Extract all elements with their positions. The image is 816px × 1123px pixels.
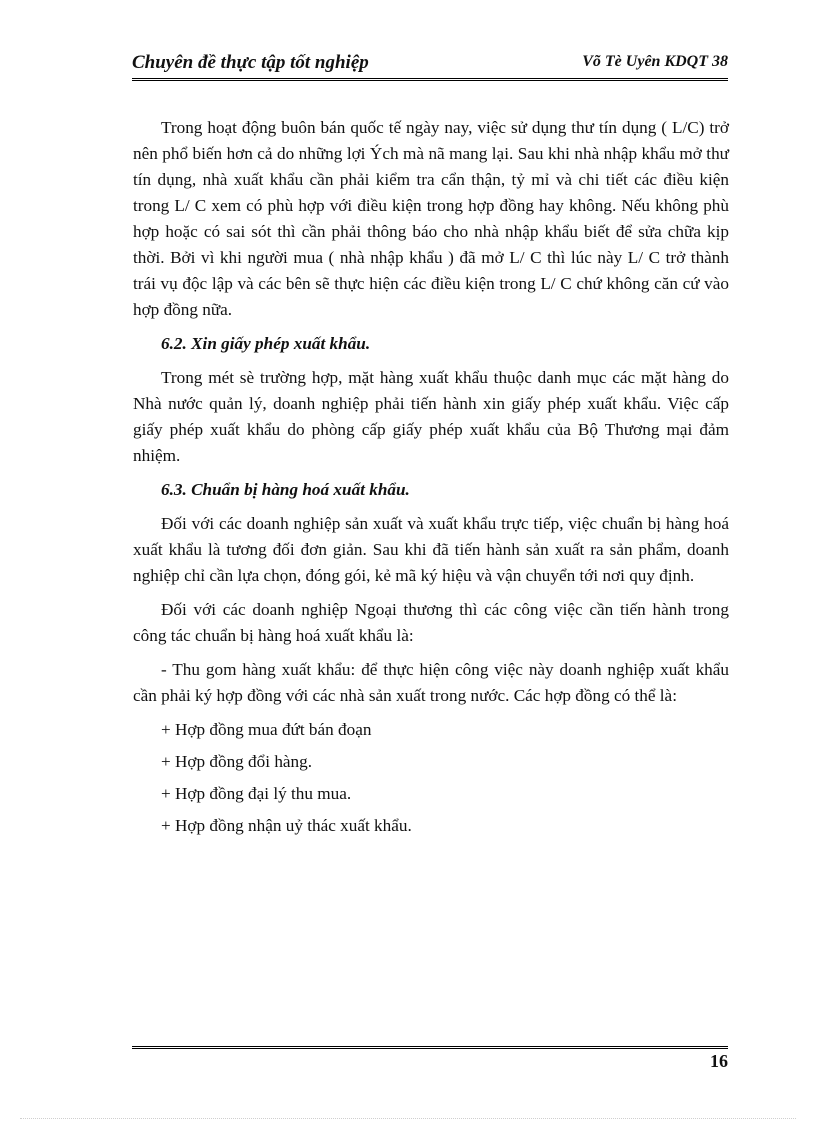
author-info: Võ Tè Uyên KDQT 38 — [582, 53, 728, 70]
list-item: + Hợp đồng đổi hàng. — [161, 752, 313, 771]
page-edge-divider — [20, 1118, 796, 1119]
section-heading-6-2: 6.2. Xin giấy phép xuất khẩu. — [161, 334, 371, 353]
section-heading-6-3: 6.3. Chuẩn bị hàng hoá xuất khẩu. — [161, 480, 410, 499]
section-6-3-paragraph-2: Đối với các doanh nghiệp Ngoại thương thì các công việc cần tiến hành trong công tác chuẩn bị hàng hoá xuất khẩu là: — [133, 600, 729, 645]
page-number: 16 — [710, 1051, 728, 1071]
section-6-3-paragraph-3: - Thu gom hàng xuất khẩu: để thực hiện công việc này doanh nghiệp xuất khẩu cần phải ký hợp đồng với các nhà sản xuất trong nước. Các hợp đồng có thể là: — [133, 660, 729, 705]
list-item: + Hợp đồng nhận uỷ thác xuất khẩu. — [161, 816, 412, 835]
footer-divider — [132, 1046, 728, 1049]
list-item: + Hợp đồng mua đứt bán đoạn — [161, 720, 372, 739]
intro-paragraph: Trong hoạt động buôn bán quốc tế ngày nay, việc sử dụng thư tín dụng ( L/C) trở nên phổ biến hơn cả do những lợi Ých mà nã mang lại. Sau khi nhà nhập khẩu mở thư tín dụng, nhà xuất khẩu cần phải kiểm tra cẩn thận, tỷ mỉ và chi tiết các điều kiện trong L/ C xem có phù hợp với điều kiện trong hợp đồng hay không. Nếu không phù hợp hoặc có sai sót thì cần phải thông báo cho nhà nhập khẩu biết để sửa chữa kịp thời. Bởi vì khi người mua ( nhà nhập khẩu ) đã mở L/ C thì lúc này L/ C trở thành trái vụ độc lập và các bên sẽ thực hiện các điều kiện trong L/ C chứ không căn cứ vào hợp đồng nữa. — [133, 118, 729, 319]
section-6-2-paragraph: Trong mét sè trường hợp, mặt hàng xuất khẩu thuộc danh mục các mặt hàng do Nhà nước quản lý, doanh nghiệp phải tiến hành xin giấy phép xuất khẩu. Việc cấp giấy phép xuất khẩu do phòng cấp giấy phép xuất khẩu của Bộ Thương mại đảm nhiệm. — [133, 368, 729, 465]
contract-type-list — [133, 717, 729, 839]
page-header — [132, 50, 728, 81]
document-title: Chuyên đề thực tập tốt nghiệp — [132, 52, 369, 73]
page-content — [133, 115, 729, 845]
section-6-3-paragraph-1: Đối với các doanh nghiệp sản xuất và xuất khẩu trực tiếp, việc chuẩn bị hàng hoá xuất khẩu là tương đối đơn giản. Sau khi đã tiến hành sản xuất ra sản phẩm, doanh nghiệp chỉ cần lựa chọn, đóng gói, kẻ mã ký hiệu và vận chuyển tới nơi quy định. — [133, 514, 729, 585]
list-item: + Hợp đồng đại lý thu mua. — [161, 784, 352, 803]
